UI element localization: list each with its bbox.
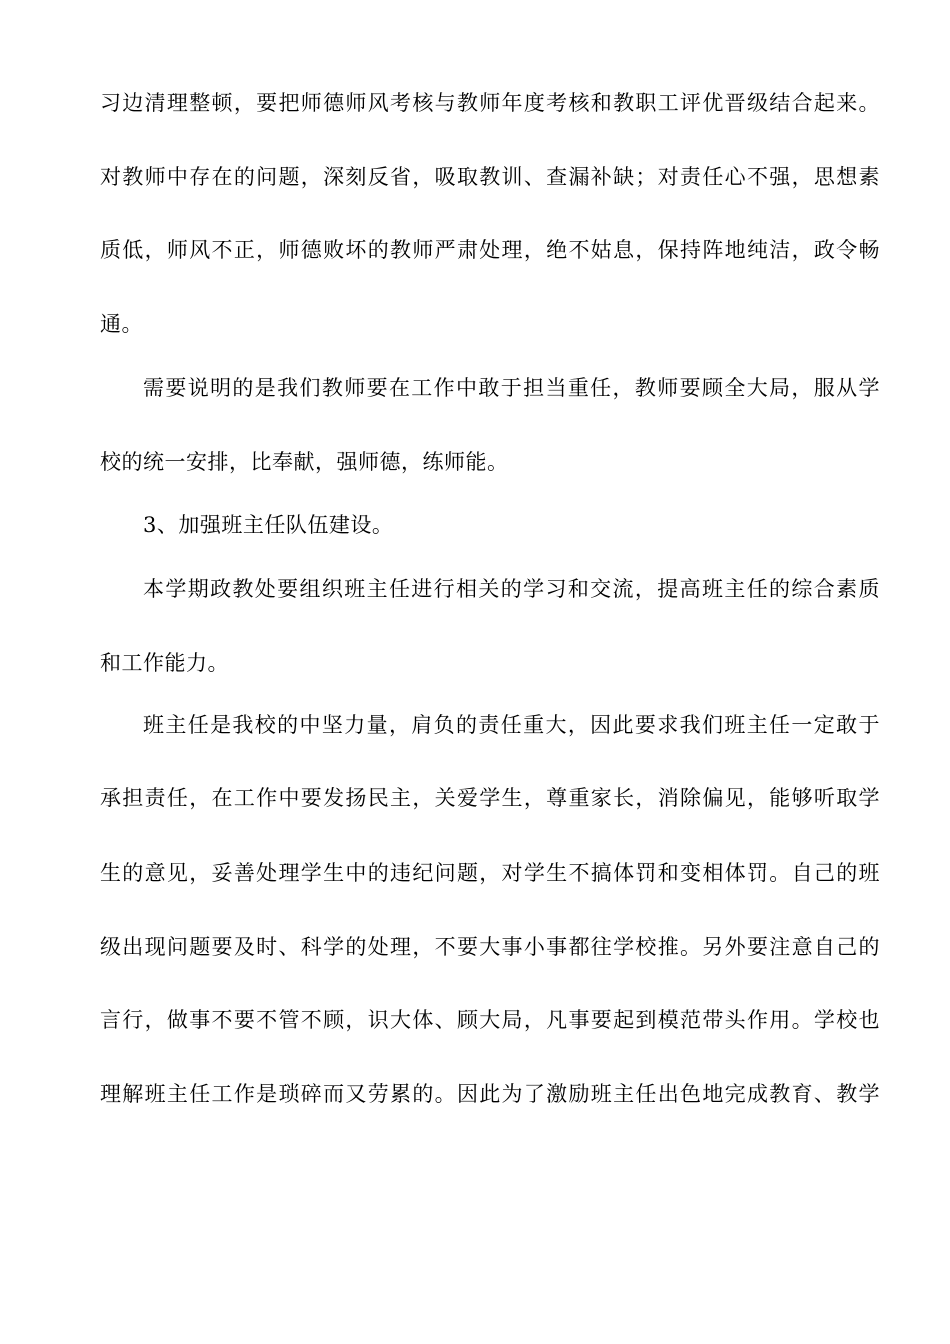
text-line: 生的意见，妥善处理学生中的违纪问题，对学生不搞体罚和变相体罚。自己的班 (100, 861, 880, 885)
text-line: 习边清理整顿，要把师德师风考核与教师年度考核和教职工评优晋级结合起来。 (100, 91, 880, 115)
text-line: 和工作能力。 (100, 651, 229, 675)
text-line: 本学期政教处要组织班主任进行相关的学习和交流，提高班主任的综合素质 (143, 577, 880, 601)
text-line: 通。 (100, 312, 143, 336)
text-line: 班主任是我校的中坚力量，肩负的责任重大，因此要求我们班主任一定敢于 (143, 713, 880, 737)
text-line: 言行，做事不要不管不顾，识大体、顾大局，凡事要起到模范带头作用。学校也 (100, 1008, 880, 1032)
section-heading: 3、加强班主任队伍建设。 (143, 513, 394, 537)
text-line: 对教师中存在的问题，深刻反省，吸取教训、查漏补缺；对责任心不强，思想素 (100, 165, 880, 189)
text-line: 质低，师风不正，师德败坏的教师严肃处理，绝不姑息，保持阵地纯洁，政令畅 (100, 238, 880, 262)
text-line: 级出现问题要及时、科学的处理，不要大事小事都往学校推。另外要注意自己的 (100, 935, 880, 959)
text-line: 需要说明的是我们教师要在工作中敢于担当重任，教师要顾全大局，服从学 (143, 376, 880, 400)
text-line: 理解班主任工作是琐碎而又劳累的。因此为了激励班主任出色地完成教育、教学 (100, 1082, 880, 1106)
text-line: 校的统一安排，比奉献，强师德，练师能。 (100, 450, 509, 474)
text-line: 承担责任，在工作中要发扬民主，关爱学生，尊重家长，消除偏见，能够听取学 (100, 786, 880, 810)
